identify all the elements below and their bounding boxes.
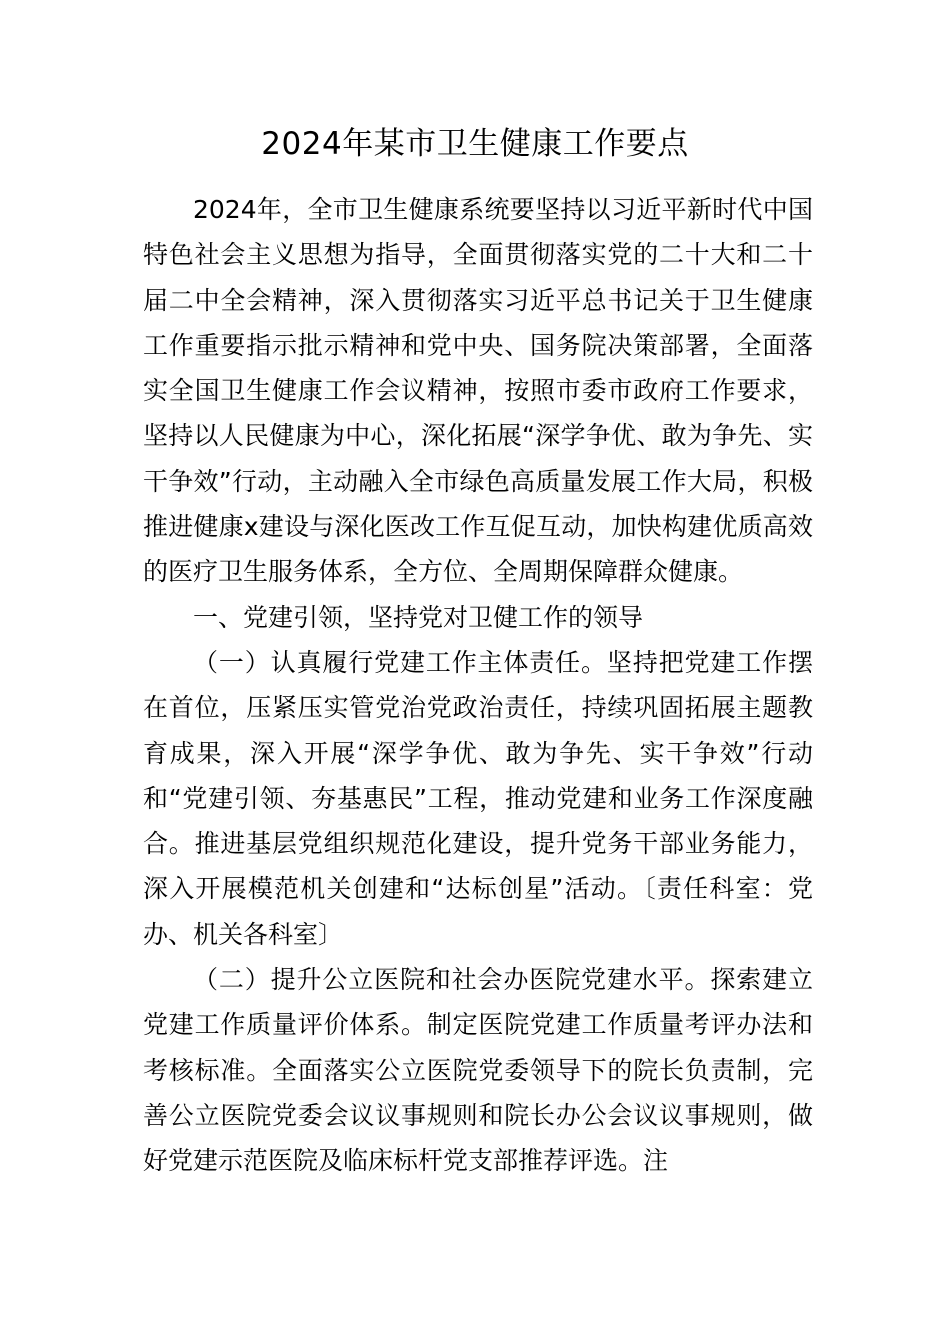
document-body [143, 187, 813, 1184]
intro-paragraph: 2024年，全市卫生健康系统要坚持以习近平新时代中国特色社会主义思想为指导，全面贯彻落实党的二十大和二十届二中全会精神，深入贯彻落实习近平总书记关于卫生健康工作重要指示批示精神和党中央、国务院决策部署，全面落实全国卫生健康工作会议精神，按照市委市政府工作要求，坚持以人民健康为中心，深化拓展“深学争优、敢为争先、实干争效”行动，主动融入全市绿色高质量发展工作大局，积极推进健康x建设与深化医改工作互促互动，加快构建优质高效的医疗卫生服务体系，全方位、全周期保障群众健康。 [143, 195, 813, 587]
section-heading-1: 一、党建引领，坚持党对卫健工作的领导 [193, 602, 644, 632]
subsection-paragraph-1: （一）认真履行党建工作主体责任。坚持把党建工作摆在首位，压紧压实管党治党政治责任，持续巩固拓展主题教育成果，深入开展“深学争优、敢为争先、实干争效”行动和“党建引领、夯基惠民”工程，推动党建和业务工作深度融合。推进基层党组织规范化建设，提升党务干部业务能力，深入开展模范机关创建和“达标创星”活动。〔责任科室：党办、机关各科室〕 [143, 647, 813, 949]
subsection-paragraph-2: （二）提升公立医院和社会办医院党建水平。探索建立党建工作质量评价体系。制定医院党建工作质量考评办法和考核标准。全面落实公立医院党委领导下的院长负责制，完善公立医院党委会议议事规则和院长办公会议议事规则，做好党建示范医院及临床标杆党支部推荐评选。注 [143, 965, 813, 1176]
document-title: 2024年某市卫生健康工作要点 [261, 126, 689, 162]
